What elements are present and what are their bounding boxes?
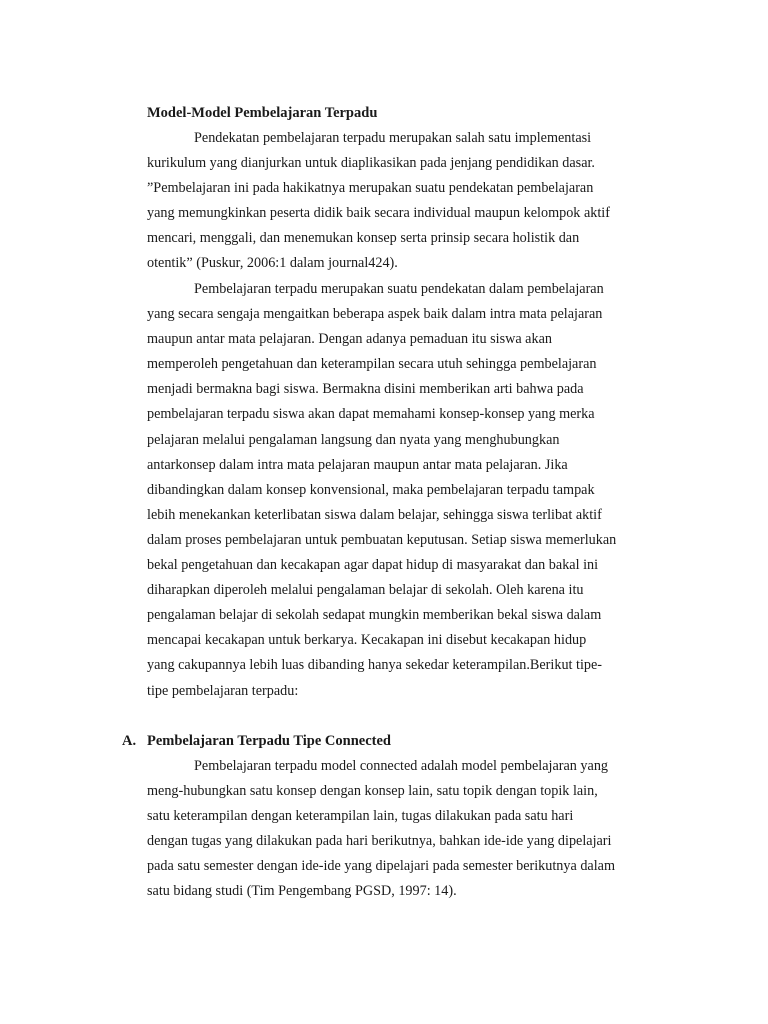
paragraph-line: antarkonsep dalam intra mata pelajaran maupun antar mata pelajaran. Jika bbox=[147, 456, 568, 473]
paragraph-line: tipe pembelajaran terpadu: bbox=[147, 682, 299, 699]
paragraph-line: bekal pengetahuan dan kecakapan agar dapat hidup di masyarakat dan bakal ini bbox=[147, 557, 599, 574]
section-marker: A. bbox=[122, 733, 137, 749]
paragraph-line: dibandingkan dalam konsep konvensional, maka pembelajaran terpadu tampak bbox=[147, 481, 595, 498]
paragraph-line: Pembelajaran terpadu merupakan suatu pendekatan dalam pembelajaran bbox=[194, 281, 604, 297]
paragraph-line: diharapkan diperoleh melalui pengalaman belajar di sekolah. Oleh karena itu bbox=[147, 582, 584, 599]
paragraph-line: memperoleh pengetahuan dan keterampilan secara utuh sehingga pembelajaran bbox=[147, 356, 597, 373]
paragraph-line: ”Pembelajaran ini pada hakikatnya merupakan suatu pendekatan pembelajaran bbox=[147, 180, 594, 197]
paragraph-1 bbox=[147, 126, 662, 277]
paragraph-line: satu bidang studi (Tim Pengembang PGSD, 1997: 14). bbox=[147, 883, 457, 900]
section-heading-text: Pembelajaran Terpadu Tipe Connected bbox=[147, 733, 391, 749]
paragraph-line: pengalaman belajar di sekolah sedapat mungkin memberikan bekal siswa dalam bbox=[147, 607, 602, 624]
paragraph-line: pembelajaran terpadu siswa akan dapat memahami konsep-konsep yang merka bbox=[147, 406, 595, 423]
paragraph-line: yang memungkinkan peserta didik baik secara individual maupun kelompok aktif bbox=[147, 205, 610, 222]
paragraph-line: satu keterampilan dengan keterampilan lain, tugas dilakukan pada satu hari bbox=[147, 808, 574, 825]
paragraph-line: meng-hubungkan satu konsep dengan konsep lain, satu topik dengan topik lain, bbox=[147, 783, 598, 800]
paragraph-2 bbox=[147, 277, 662, 704]
paragraph-line: maupun antar mata pelajaran. Dengan adanya pemaduan itu siswa akan bbox=[147, 331, 552, 348]
document-title: Model-Model Pembelajaran Terpadu bbox=[147, 105, 378, 121]
paragraph-line: pada satu semester dengan ide-ide yang dipelajari pada semester berikutnya dalam bbox=[147, 858, 616, 875]
paragraph-line: dengan tugas yang dilakukan pada hari berikutnya, bahkan ide-ide yang dipelajari bbox=[147, 833, 612, 850]
paragraph-line: Pendekatan pembelajaran terpadu merupakan salah satu implementasi bbox=[194, 130, 592, 146]
paragraph-line: dalam proses pembelajaran untuk pembuatan keputusan. Setiap siswa memerlukan bbox=[147, 531, 617, 548]
paragraph-line: menjadi bermakna bagi siswa. Bermakna disini memberikan arti bahwa pada bbox=[147, 381, 584, 398]
paragraph-line: yang cakupannya lebih luas dibanding hanya sekedar keterampilan.Berikut tipe- bbox=[147, 657, 603, 674]
paragraph-line: yang secara sengaja mengaitkan beberapa aspek baik dalam intra mata pelajaran bbox=[147, 306, 603, 323]
paragraph-line: lebih menekankan keterlibatan siswa dalam belajar, sehingga siswa terlibat aktif bbox=[147, 506, 602, 523]
paragraph-line: pelajaran melalui pengalaman langsung dan nyata yang menghubungkan bbox=[147, 431, 560, 448]
section-a-paragraph bbox=[147, 754, 662, 905]
paragraph-line: kurikulum yang dianjurkan untuk diaplikasikan pada jenjang pendidikan dasar. bbox=[147, 155, 595, 172]
paragraph-line: mencari, menggali, dan menemukan konsep serta prinsip secara holistik dan bbox=[147, 230, 580, 247]
section-a-heading bbox=[122, 731, 391, 751]
paragraph-line: otentik” (Puskur, 2006:1 dalam journal424). bbox=[147, 255, 398, 272]
paragraph-line: Pembelajaran terpadu model connected adalah model pembelajaran yang bbox=[194, 758, 609, 774]
paragraph-line: mencapai kecakapan untuk berkarya. Kecakapan ini disebut kecakapan hidup bbox=[147, 632, 587, 649]
